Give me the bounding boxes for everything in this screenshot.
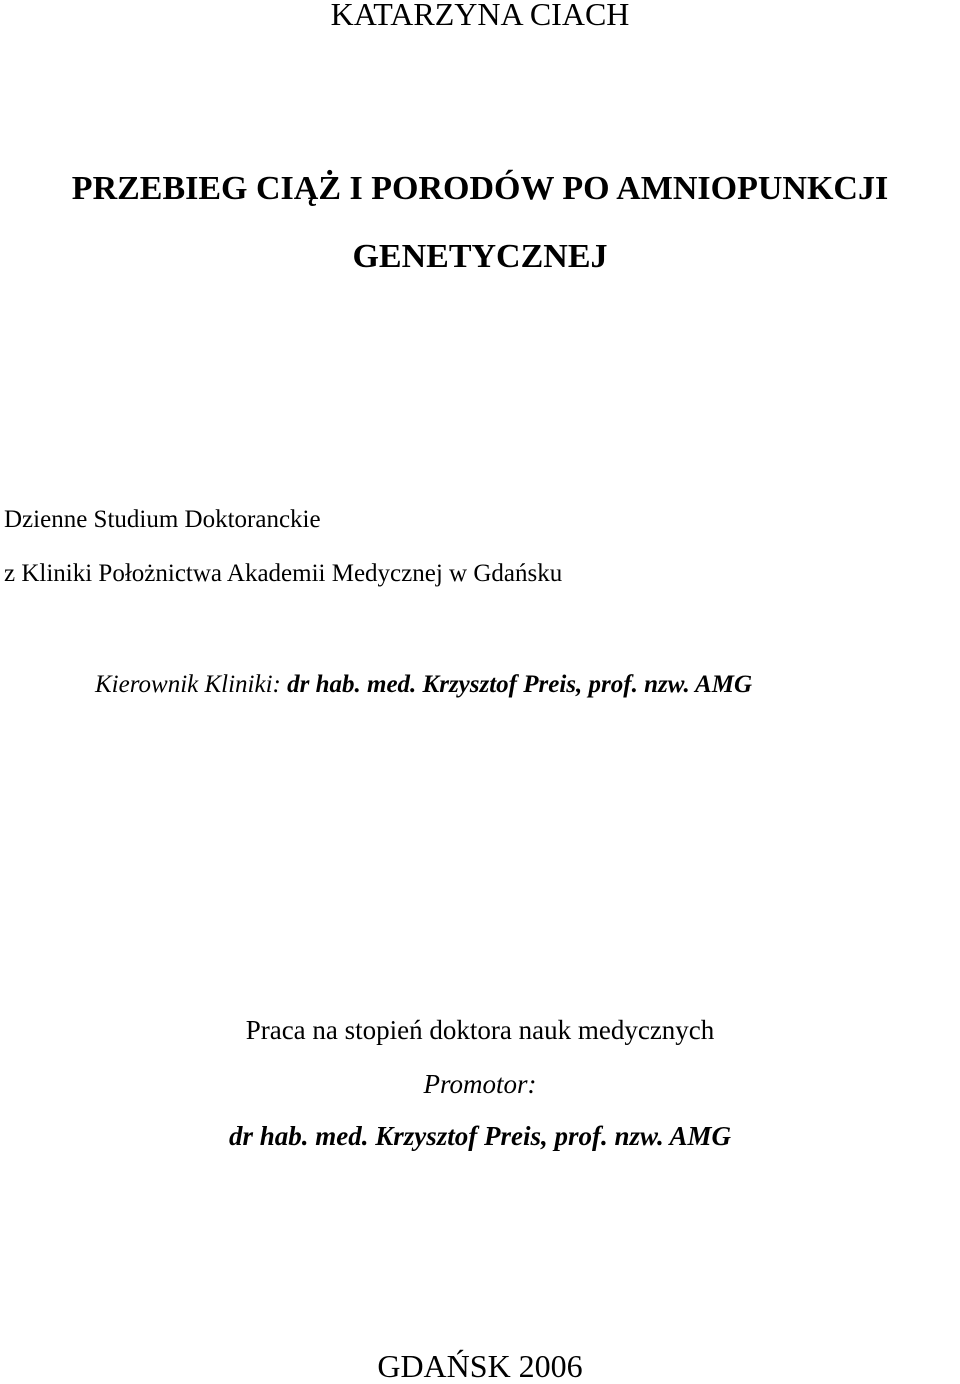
clinic-head xyxy=(95,672,752,697)
thesis-title-line-1: PRZEBIEG CIĄŻ I PORODÓW PO AMNIOPUNKCJI xyxy=(71,170,889,207)
institution-line-2: z Kliniki Położnictwa Akademii Medycznej w Gdańsku xyxy=(4,560,563,587)
city-and-year: GDAŃSK 2006 xyxy=(377,1348,583,1384)
author-name: KATARZYNA CIACH xyxy=(330,0,630,32)
supervisor-label: Promotor: xyxy=(423,1069,537,1099)
thesis-title-line-2: GENETYCZNEJ xyxy=(352,238,608,275)
supervisor-name: dr hab. med. Krzysztof Preis, prof. nzw. AMG xyxy=(228,1121,732,1151)
institution-line-1: Dzienne Studium Doktoranckie xyxy=(4,506,321,533)
thesis-type: Praca na stopień doktora nauk medycznych xyxy=(245,1015,715,1045)
clinic-head-name: dr hab. med. Krzysztof Preis, prof. nzw. AMG xyxy=(287,671,752,698)
clinic-head-label: Kierownik Kliniki: xyxy=(95,671,288,698)
